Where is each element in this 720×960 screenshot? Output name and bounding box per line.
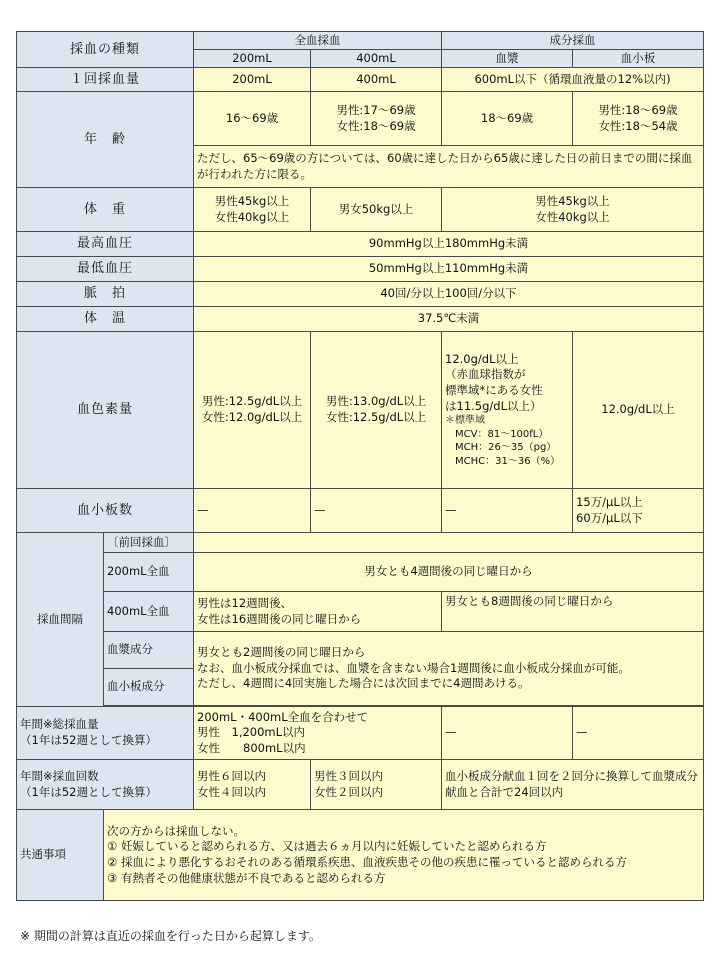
annual-volume-label-1: 年間※総採血量 xyxy=(20,717,99,732)
weight-400: 男女50kg以上 xyxy=(311,188,442,232)
interval-prev-header: 〔前回採血〕 xyxy=(104,533,194,553)
annual-count-label-2: （1年は52週として換算） xyxy=(20,784,157,799)
temp-label: 体 温 xyxy=(17,307,194,332)
common-value xyxy=(104,810,704,901)
age-note: ただし、65～69歳の方については、60歳に達した日から65歳に達した日の前日までの間に採血が行われた方に限る。 xyxy=(194,146,704,188)
hb-platelet: 12.0g/dL以上 xyxy=(573,332,704,489)
interval-400-male: 男性は12週間後、 xyxy=(197,595,293,610)
annual-volume-platelet: — xyxy=(573,707,704,760)
hb-200-female: 女性:12.0g/dL以上 xyxy=(201,410,303,424)
annual-count-label-1: 年間※採血回数 xyxy=(20,768,99,783)
weight-label: 体 重 xyxy=(17,188,194,232)
pulse-value: 40回/分以上100回/分以下 xyxy=(194,282,704,307)
age-400-female: 女性:18～69歳 xyxy=(336,118,416,133)
header-200ml: 200mL xyxy=(194,50,311,68)
interval-plasma-label: 血漿成分 xyxy=(104,632,194,669)
interval-400-component: 男女とも8週間後の同じ曜日から xyxy=(442,592,704,632)
interval-platelet-label: 血小板成分 xyxy=(104,669,194,706)
hb-plasma-small-line: MCV：81～100fL） xyxy=(445,428,549,440)
temp-value: 37.5℃未満 xyxy=(194,307,704,332)
annual-count-400 xyxy=(311,760,442,810)
footnote: ※ 期間の計算は直近の採血を行った日から起算します。 xyxy=(20,929,321,943)
plt-platelet-min: 15万/μL以上 xyxy=(576,494,643,509)
interval-400-female: 女性は16週間後の同じ曜日から xyxy=(197,611,362,626)
blood-donation-criteria-table xyxy=(16,31,704,901)
plt-plasma: — xyxy=(442,489,573,533)
interval-component-line: ただし、4週間に4回実施した場合には次回までに4週間あける。 xyxy=(197,676,530,691)
annual-count-400-male: 男性３回以内 xyxy=(314,768,384,783)
annual-count-component: 血小板成分献血１回を２回分に換算して血漿成分献血と合計で24回以内 xyxy=(442,760,704,810)
hb-plasma-small-line: MCHC：31～36（%） xyxy=(445,455,561,467)
common-line: ② 採血により悪化するおそれのある循環系疾患、血液疾患その他の疾患に罹っていると認められる方 xyxy=(107,855,627,869)
hb-plasma-small-line: ＊標準域 xyxy=(445,415,486,427)
plt-label: 血小板数 xyxy=(17,489,194,533)
pulse-label: 脈 拍 xyxy=(17,282,194,307)
interval-prev-empty xyxy=(194,533,704,553)
annual-count-200-male: 男性６回以内 xyxy=(197,768,267,783)
annual-count-200 xyxy=(194,760,311,810)
interval-400-whole xyxy=(194,592,442,632)
common-line: 次の方からは採血しない。 xyxy=(107,823,245,838)
header-platelet: 血小板 xyxy=(573,50,704,68)
age-label: 年 齢 xyxy=(17,92,194,188)
annual-volume-label-2: （1年は52週として換算） xyxy=(20,733,157,747)
dbp-label: 最低血圧 xyxy=(17,257,194,282)
common-label: 共通事項 xyxy=(17,810,104,901)
volume-200: 200mL xyxy=(194,68,311,92)
header-400ml: 400mL xyxy=(311,50,442,68)
common-line: ③ 有熱者その他健康状態が不良であると認められる方 xyxy=(107,870,386,885)
annual-volume-whole-1: 200mL・400mL全血を合わせて xyxy=(197,709,369,724)
interval-400-label: 400mL全血 xyxy=(104,592,194,632)
age-plasma: 18～69歳 xyxy=(442,92,573,146)
interval-label: 採血間隔 xyxy=(17,533,104,707)
hb-plasma-small-line: MCH：26～35（pg） xyxy=(445,442,557,454)
sbp-label: 最高血圧 xyxy=(17,232,194,257)
header-whole: 全血採血 xyxy=(194,32,442,50)
age-platelet xyxy=(573,92,704,146)
volume-400: 400mL xyxy=(311,68,442,92)
plt-platelet-max: 60万/μL以下 xyxy=(576,510,643,525)
annual-count-400-female: 女性２回以内 xyxy=(314,784,384,799)
annual-volume-whole-2: 男性 1,200mL以内 xyxy=(197,725,306,740)
volume-label: １回採血量 xyxy=(17,68,194,92)
hb-label: 血色素量 xyxy=(17,332,194,489)
interval-component-line: なお、血小板成分採血では、血漿を含まない場合1週間後に血小板成分採血が可能。 xyxy=(197,660,630,675)
age-platelet-female: 女性:18～54歳 xyxy=(598,118,678,133)
weight-200 xyxy=(194,188,311,232)
dbp-value: 50mmHg以上110mmHg未満 xyxy=(194,257,704,282)
annual-volume-label xyxy=(17,707,194,760)
plt-platelet xyxy=(573,489,704,533)
hb-plasma-line: 12.0g/dL以上 xyxy=(445,351,519,366)
weight-component-male: 男性45kg以上 xyxy=(535,193,610,208)
weight-component-female: 女性40kg以上 xyxy=(535,209,610,224)
age-platelet-male: 男性:18～69歳 xyxy=(598,102,678,117)
sbp-value: 90mmHg以上180mmHg未満 xyxy=(194,232,704,257)
weight-200-male: 男性45kg以上 xyxy=(214,193,290,208)
header-component: 成分採血 xyxy=(442,32,704,50)
hb-400 xyxy=(311,332,442,489)
hb-200 xyxy=(194,332,311,489)
weight-200-female: 女性40kg以上 xyxy=(214,209,290,224)
hb-400-female: 女性:12.5g/dL以上 xyxy=(325,410,427,424)
annual-volume-whole-3: 女性 800mL以内 xyxy=(197,740,306,755)
hb-plasma-line: 標準域*にある女性 xyxy=(445,383,543,397)
header-kind: 採血の種類 xyxy=(17,32,194,68)
annual-count-200-female: 女性４回以内 xyxy=(197,784,267,799)
hb-plasma-line: （赤血球指数が xyxy=(445,367,526,382)
hb-plasma-line: は11.5g/dL以上） xyxy=(445,398,542,413)
age-400 xyxy=(311,92,442,146)
annual-count-label xyxy=(17,760,194,810)
weight-component xyxy=(442,188,704,232)
header-plasma: 血漿 xyxy=(442,50,573,68)
annual-volume-plasma: — xyxy=(442,707,573,760)
interval-200-value: 男女とも4週間後の同じ曜日から xyxy=(194,553,704,592)
annual-volume-whole xyxy=(194,707,442,760)
interval-component-line: 男女とも2週間後の同じ曜日から xyxy=(197,645,366,660)
volume-component: 600mL以下（循環血液量の12%以内) xyxy=(442,68,704,92)
hb-plasma xyxy=(442,332,573,489)
common-line: ① 妊娠していると認められる方、又は過去６ヵ月以内に妊娠していたと認められる方 xyxy=(107,839,547,854)
hb-200-male: 男性:12.5g/dL以上 xyxy=(201,394,303,409)
plt-400: — xyxy=(311,489,442,533)
interval-component-value xyxy=(194,632,704,706)
interval-200-label: 200mL全血 xyxy=(104,553,194,592)
plt-200: — xyxy=(194,489,311,533)
hb-400-male: 男性:13.0g/dL以上 xyxy=(325,394,427,409)
age-200: 16～69歳 xyxy=(194,92,311,146)
age-400-male: 男性:17～69歳 xyxy=(336,102,416,117)
